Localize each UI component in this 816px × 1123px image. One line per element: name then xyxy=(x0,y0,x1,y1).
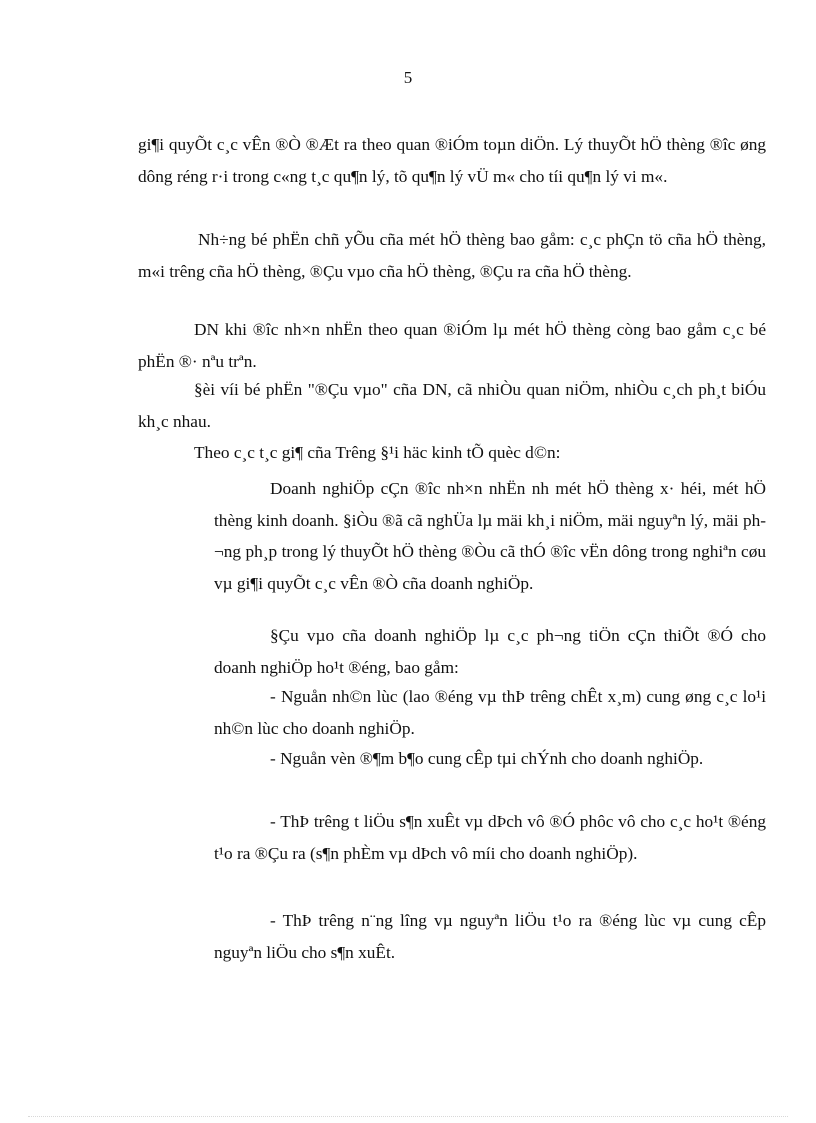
paragraph-text: Theo c¸c t¸c gi¶ cña Trêng §¹i häc kinh tÕ quèc d©n: xyxy=(194,443,561,462)
paragraph-text: gi¶i quyÕt c¸c vÊn ®Ò ®Æt ra theo quan ®iÓm toµn diÖn. Lý thuyÕt hÖ thèng ®îc øng dông réng r·i trong c«ng t¸c qu¶n lý, tõ qu¶n lý vÜ m« cho tíi qu¶n lý vi m«. xyxy=(138,135,766,186)
quote-text: - ThÞ trêng t liÖu s¶n xuÊt vµ dÞch vô ®Ó phôc vô cho c¸c ho¹t ®éng t¹o ra ®Çu ra (s¶n phÈm vµ dÞch vô míi cho doanh nghiÖp). xyxy=(214,812,766,863)
paragraph-text: DN khi ®îc nh×n nhËn theo quan ®iÓm lµ mét hÖ thèng còng bao gåm c¸c bé phËn ®· nªu trªn. xyxy=(138,320,766,371)
quote-text: - ThÞ trêng n¨ng lîng vµ nguyªn liÖu t¹o ra ®éng lùc vµ cung cÊp nguyªn liÖu cho s¶n xuÊt. xyxy=(214,911,766,962)
body-paragraph-1 xyxy=(138,129,766,192)
quote-text: - Nguån vèn ®¶m b¶o cung cÊp tµi chÝnh cho doanh nghiÖp. xyxy=(270,749,704,768)
list-item-energy-materials xyxy=(214,905,766,968)
list-item-capital xyxy=(214,743,766,775)
body-paragraph-4 xyxy=(138,374,766,437)
quote-text: - Nguån nh©n lùc (lao ®éng vµ thÞ trêng chÊt x¸m) cung øng c¸c lo¹i nh©n lùc cho doanh nghiÖp. xyxy=(214,687,766,738)
body-paragraph-2 xyxy=(138,224,766,287)
quote-text: §Çu vµo cña doanh nghiÖp lµ c¸c ph¬ng tiÖn cÇn thiÕt ®Ó cho doanh nghiÖp ho¹t ®éng, bao gåm: xyxy=(214,626,766,677)
list-item-human-resources xyxy=(214,681,766,744)
quoted-paragraph-1 xyxy=(214,473,766,599)
quoted-paragraph-2 xyxy=(214,620,766,683)
list-item-production-materials xyxy=(214,806,766,869)
paragraph-text: Nh÷ng bé phËn chñ yÕu cña mét hÖ thèng bao gåm: c¸c phÇn tö cña hÖ thèng, m«i trêng cña hÖ thèng, ®Çu vµo cña hÖ thèng, ®Çu ra cña hÖ thèng. xyxy=(138,230,766,281)
body-paragraph-5 xyxy=(138,437,766,469)
page-bottom-divider xyxy=(28,1116,788,1117)
paragraph-text: §èi víi bé phËn "®Çu vµo" cña DN, cã nhiÒu quan niÖm, nhiÒu c¸ch ph¸t biÓu kh¸c nhau. xyxy=(138,380,766,431)
body-paragraph-3 xyxy=(138,314,766,377)
quote-text: Doanh nghiÖp cÇn ®îc nh×n nhËn nh mét hÖ thèng x· héi, mét hÖ thèng kinh doanh. §iÒu ®ã cã nghÜa lµ mäi kh¸i niÖm, mäi nguyªn lý, mäi ph¬ng ph¸p trong lý thuyÕt hÖ thèng ®Òu cã thÓ ®îc vËn dông trong nghiªn cøu vµ gi¶i quyÕt c¸c vÊn ®Ò cña doanh nghiÖp. xyxy=(214,479,766,593)
page-number: 5 xyxy=(403,68,413,87)
